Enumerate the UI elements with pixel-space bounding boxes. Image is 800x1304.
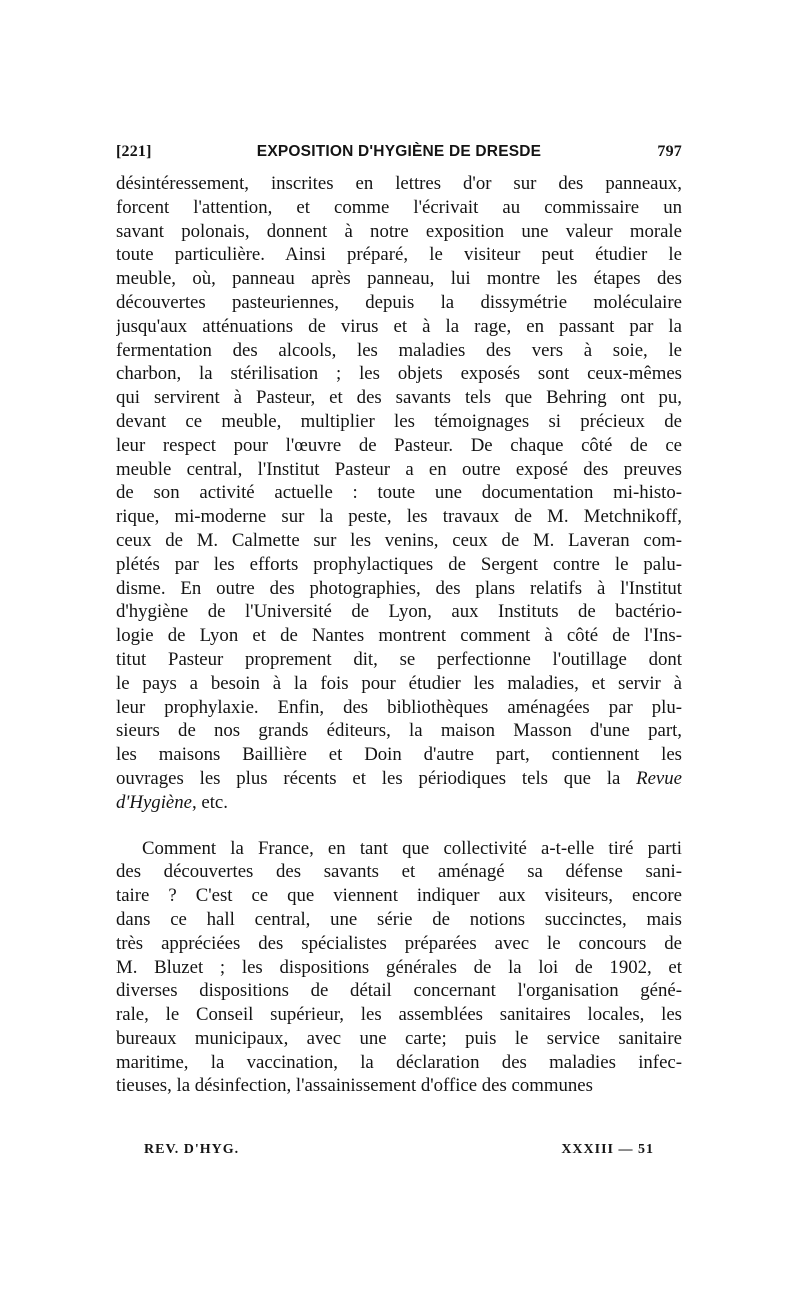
text-line: de son activité actuelle : toute une documentation mi-histo- — [116, 482, 682, 504]
text-line: sieurs de nos grands éditeurs, la maison Masson d'une part, — [116, 720, 682, 742]
paragraph — [116, 837, 682, 1099]
page-footer — [144, 1142, 654, 1164]
text-line: fermentation des alcools, les maladies des vers à soie, le — [116, 339, 682, 361]
text-line: plétés par les efforts prophylactiques de Sergent contre le palu- — [116, 553, 682, 575]
text-line: ouvrages les plus récents et les périodiques tels que la Revue — [116, 767, 682, 789]
text-line: très appréciées des spécialistes préparées avec le concours de — [116, 932, 682, 954]
text-line: dans ce hall central, une série de notions succinctes, mais — [116, 908, 682, 930]
running-head — [116, 143, 682, 165]
text-line: forcent l'attention, et comme l'écrivait au commissaire un — [116, 196, 682, 218]
body-text — [116, 172, 682, 1098]
text-line: rale, le Conseil supérieur, les assemblées sanitaires locales, les — [116, 1004, 682, 1026]
text-line: ceux de M. Calmette sur les venins, ceux de M. Laveran com- — [116, 529, 682, 551]
text-line: rique, mi-moderne sur la peste, les travaux de M. Metchnikoff, — [116, 506, 682, 528]
text-line: taire ? C'est ce que viennent indiquer aux visiteurs, encore — [116, 885, 682, 907]
text-line: diverses dispositions de détail concernant l'organisation géné- — [116, 980, 682, 1002]
paragraph-gap — [116, 815, 682, 837]
text-line: découvertes pasteuriennes, depuis la dissymétrie moléculaire — [116, 291, 682, 313]
text-line: disme. En outre des photographies, des plans relatifs à l'Institut — [116, 577, 682, 599]
running-title: EXPOSITION D'HYGIÈNE DE DRESDE — [256, 143, 542, 160]
page-reference: [221] — [116, 143, 152, 160]
text-line: savant polonais, donnent à notre exposition une valeur morale — [116, 220, 682, 242]
text-line: titut Pasteur proprement dit, se perfectionne l'outillage dont — [116, 648, 682, 670]
text-line: jusqu'aux atténuations de virus et à la rage, en passant par la — [116, 315, 682, 337]
text-line: Comment la France, en tant que collectivité a-t-elle tiré parti — [142, 837, 682, 859]
text-line: bureaux municipaux, avec une carte; puis le service sanitaire — [116, 1027, 682, 1049]
page-number: 797 — [657, 143, 682, 160]
text-line: désintéressement, inscrites en lettres d'or sur des panneaux, — [116, 173, 682, 194]
text-line: charbon, la stérilisation ; les objets exposés sont ceux-mêmes — [116, 363, 682, 385]
text-line: meuble, où, panneau après panneau, lui montre les étapes des — [116, 268, 682, 290]
text-line: le pays a besoin à la fois pour étudier les maladies, et servir à — [116, 672, 682, 694]
text-line: leur respect pour l'œuvre de Pasteur. De chaque côté de ce — [116, 434, 682, 456]
text-line: devant ce meuble, multiplier les témoignages si précieux de — [116, 410, 682, 432]
text-line: leur prophylaxie. Enfin, des bibliothèques aménagées par plu- — [116, 696, 682, 718]
journal-signature: REV. D'HYG. — [144, 1142, 240, 1157]
text-line: d'hygiène de l'Université de Lyon, aux Instituts de bactério- — [116, 601, 682, 623]
page — [116, 0, 682, 1304]
text-line: tieuses, la désinfection, l'assainissement d'office des communes — [116, 1075, 593, 1097]
journal-title-italic: d'Hygiène — [116, 791, 192, 813]
text-line: les maisons Baillière et Doin d'autre part, contiennent les — [116, 744, 682, 766]
text-line: logie de Lyon et de Nantes montrent comment à côté de l'Ins- — [116, 625, 682, 647]
text-line: maritime, la vaccination, la déclaration des maladies infec- — [116, 1051, 682, 1073]
text-line: des découvertes des savants et aménagé sa défense sani- — [116, 861, 682, 883]
text-line: d'Hygiène, etc. — [116, 791, 228, 813]
text-line: qui servirent à Pasteur, et des savants tels que Behring ont pu, — [116, 387, 682, 409]
paragraph — [116, 172, 682, 815]
text-line: meuble central, l'Institut Pasteur a en outre exposé des preuves — [116, 458, 682, 480]
sheet-signature: XXXIII — 51 — [561, 1142, 654, 1157]
text-line: toute particulière. Ainsi préparé, le visiteur peut étudier le — [116, 244, 682, 266]
journal-title-italic: Revue — [636, 767, 682, 789]
text-line: M. Bluzet ; les dispositions générales de la loi de 1902, et — [116, 956, 682, 978]
